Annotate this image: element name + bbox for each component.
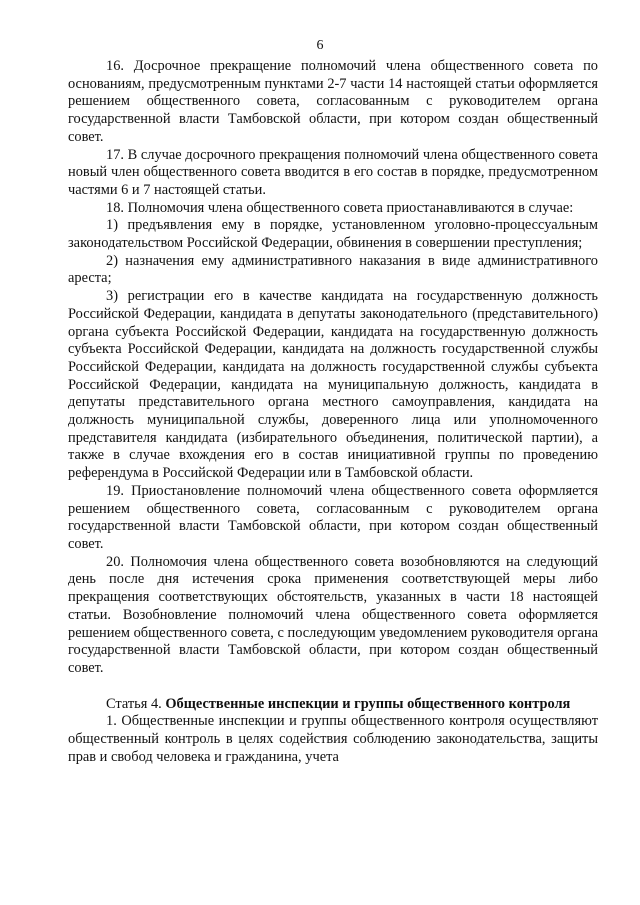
- document-body: [68, 58, 598, 766]
- paragraph-18-item-1: 1) предъявления ему в порядке, установленном уголовно-процессуальным законодательством Российской Федерации, обвинения в совершении преступления;: [68, 217, 598, 252]
- page-number: 6: [316, 38, 324, 53]
- paragraph-18: 18. Полномочия члена общественного совета приостанавливаются в случае:: [106, 199, 574, 216]
- article-prefix: Статья 4.: [106, 695, 166, 712]
- paragraph-19: 19. Приостановление полномочий члена общественного совета оформляется решением общественного совета, согласованным с руководителем органа государственной власти Тамбовской области, при котором создан общественный совет.: [68, 482, 598, 552]
- paragraph-20: 20. Полномочия члена общественного совета возобновляются на следующий день после дня истечения срока применения соответствующей меры либо прекращения соответствующих обстоятельств, указанных в части 18 настоящей статьи. Возобновление полномочий члена общественного совета оформляется решением общественного совета, с последующим уведомлением руководителя органа государственной власти Тамбовской области, при котором создан общественный совет.: [68, 553, 598, 676]
- paragraph-16: 16. Досрочное прекращение полномочий члена общественного совета по основаниям, предусмотренным пунктами 2-7 части 14 настоящей статьи оформляется решением общественного совета, согласованным с руководителем органа государственной власти Тамбовской области, при котором создан общественный совет.: [68, 58, 598, 145]
- paragraph-18-item-3: 3) регистрации его в качестве кандидата на государственную должность Российской Федерации, кандидата в депутаты законодательного (представительного) органа субъекта Российской Федерации, кандидата на государственную должность субъекта Российской Федерации, кандидата на должность государственной службы Российской Федерации, кандидата на должность государственной службы субъекта Российской Федерации, кандидата на муниципальную должность, кандидата в депутаты представительного органа местного самоуправления, кандидата на должность муниципальной службы, доверенного лица или уполномоченного представителя кандидата (избирательного объединения, политической партии), а также в случае вхождения его в состав инициативной группы по проведению референдума в Российской Федерации или в Тамбовской области.: [68, 288, 598, 482]
- paragraph-17: 17. В случае досрочного прекращения полномочий члена общественного совета новый член общественного совета вводится в его состав в порядке, предусмотренном частями 6 и 7 настоящей статьи.: [68, 146, 598, 198]
- article-title: Общественные инспекции и группы общественного контроля: [165, 695, 571, 712]
- article-4-paragraph-1: 1. Общественные инспекции и группы общественного контроля осуществляют общественный контроль в целях содействия соблюдению законодательства, защиты прав и свобод человека и гражданина, учета: [68, 713, 598, 765]
- article-heading: [68, 696, 598, 714]
- paragraph-18-item-2: 2) назначения ему административного наказания в виде административного ареста;: [68, 252, 598, 287]
